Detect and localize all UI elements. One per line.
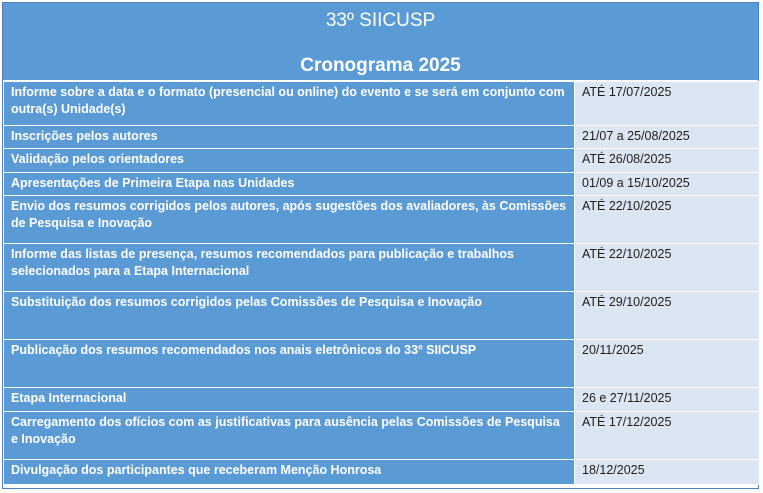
date-cell: 26 e 27/11/2025 — [575, 388, 760, 412]
date-cell: 20/11/2025 — [575, 340, 760, 388]
table-row — [4, 126, 760, 149]
activity-cell: Publicação dos resumos recomendados nos anais eletrônicos do 33º SIICUSP — [4, 340, 575, 388]
date-cell: ATÉ 22/10/2025 — [575, 196, 760, 244]
activity-cell: Informe sobre a data e o formato (presencial ou online) do evento e se será em conjunto com outra(s) Unidade(s) — [4, 82, 575, 126]
event-edition: 33º SIICUSP — [325, 10, 436, 31]
date-cell: 21/07 a 25/08/2025 — [575, 126, 760, 149]
activity-cell: Validação pelos orientadores — [4, 149, 575, 173]
table-row — [4, 292, 760, 340]
activity-cell: Etapa Internacional — [4, 388, 575, 412]
date-cell: 18/12/2025 — [575, 460, 760, 485]
schedule-sheet — [2, 2, 759, 489]
activity-cell: Carregamento dos ofícios com as justificativas para ausência pelas Comissões de Pesquisa e Inovação — [4, 412, 575, 460]
table-row — [4, 82, 760, 126]
date-cell: 01/09 a 15/10/2025 — [575, 173, 760, 196]
activity-cell: Informe das listas de presença, resumos recomendados para publicação e trabalhos selecionados para a Etapa Internacional — [4, 244, 575, 292]
table-row — [4, 244, 760, 292]
table-row — [4, 388, 760, 412]
schedule-header — [3, 3, 758, 81]
activity-cell: Inscrições pelos autores — [4, 126, 575, 149]
table-row — [4, 412, 760, 460]
table-row — [4, 196, 760, 244]
table-row — [4, 460, 760, 485]
date-cell: ATÉ 22/10/2025 — [575, 244, 760, 292]
table-row — [4, 340, 760, 388]
date-cell: ATÉ 17/12/2025 — [575, 412, 760, 460]
date-cell: ATÉ 29/10/2025 — [575, 292, 760, 340]
schedule-title: Cronograma 2025 — [300, 55, 461, 76]
table-row — [4, 149, 760, 173]
activity-cell: Substituição dos resumos corrigidos pelas Comissões de Pesquisa e Inovação — [4, 292, 575, 340]
activity-cell: Apresentações de Primeira Etapa nas Unidades — [4, 173, 575, 196]
schedule-table — [3, 81, 760, 485]
date-cell: ATÉ 26/08/2025 — [575, 149, 760, 173]
activity-cell: Envio dos resumos corrigidos pelos autores, após sugestões dos avaliadores, às Comissões de Pesquisa e Inovação — [4, 196, 575, 244]
table-row — [4, 173, 760, 196]
date-cell: ATÉ 17/07/2025 — [575, 82, 760, 126]
activity-cell: Divulgação dos participantes que receberam Menção Honrosa — [4, 460, 575, 485]
